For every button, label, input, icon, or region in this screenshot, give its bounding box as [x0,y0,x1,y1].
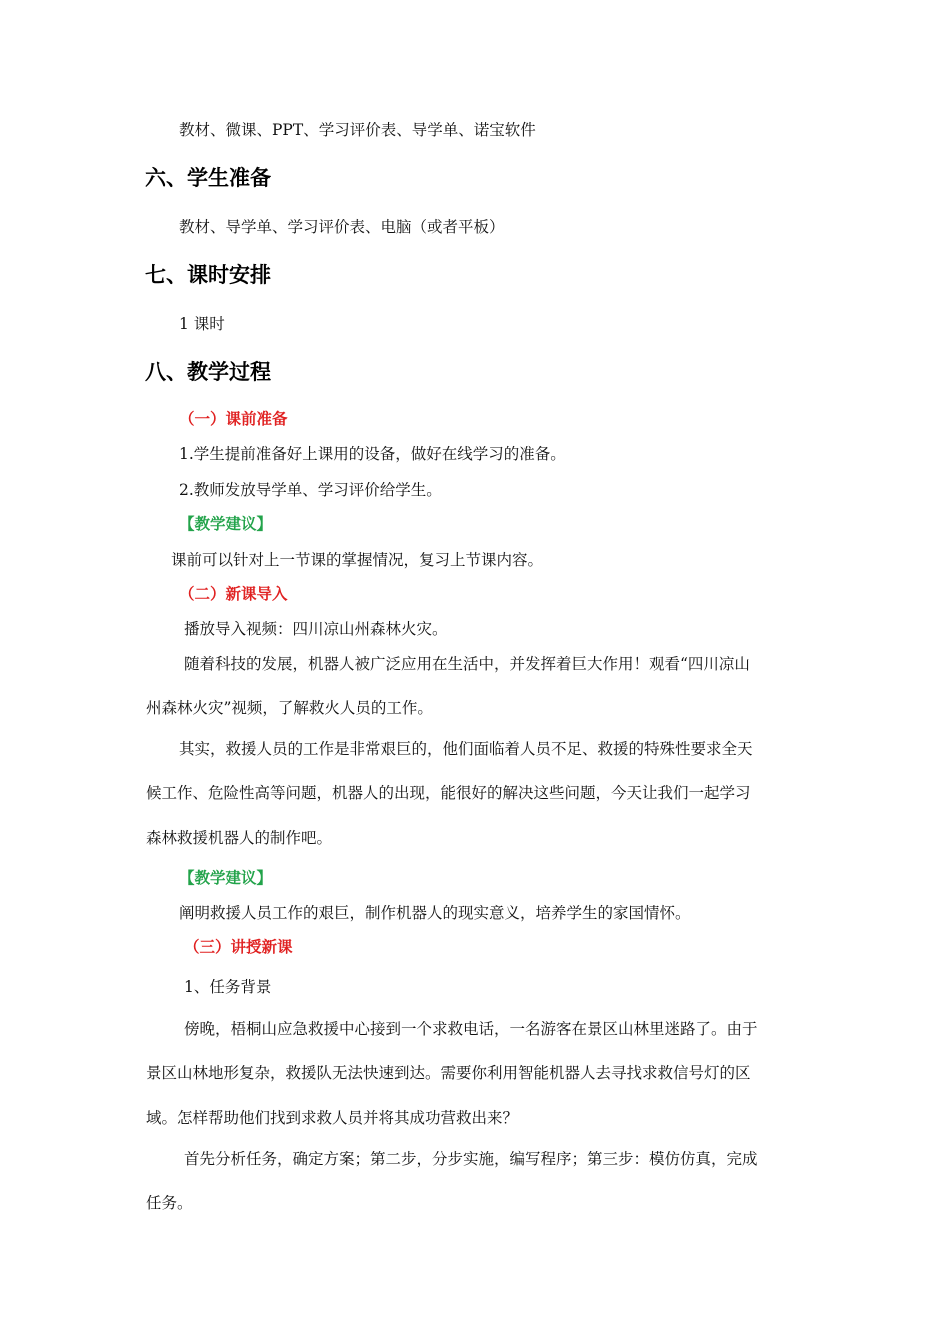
section-heading-eight: 八、教学过程 [145,360,271,384]
intro-paragraph-3-line-1: 其实，救援人员的工作是非常艰巨的，他们面临着人员不足、救援的特殊性要求全天 [179,740,753,758]
subsection-lecture-title: （三）讲授新课 [184,938,293,956]
student-materials-text: 教材、导学单、学习评价表、电脑（或者平板） [179,218,505,236]
lecture-paragraph-2-line-2: 任务。 [146,1194,193,1212]
intro-paragraph-3-line-2: 候工作、危险性高等问题，机器人的出现，能很好的解决这些问题，今天让我们一起学习 [146,784,751,802]
prep-item-2: 2.教师发放导学单、学习评价给学生。 [179,481,442,499]
subsection-prep-title: （一）课前准备 [179,410,288,428]
lecture-paragraph-1-line-3: 域。怎样帮助他们找到求救人员并将其成功营救出来？ [146,1109,519,1127]
lecture-paragraph-1-line-1: 傍晚，梧桐山应急救援中心接到一个求救电话，一名游客在景区山林里迷路了。由于 [184,1020,758,1038]
lesson-count-text: 1 课时 [179,315,225,333]
intro-paragraph-1: 播放导入视频：四川凉山州森林火灾。 [184,620,448,638]
lecture-paragraph-2-line-1: 首先分析任务，确定方案；第二步，分步实施，编写程序；第三步：模仿仿真，完成 [184,1150,758,1168]
section-heading-seven: 七、课时安排 [145,263,271,287]
section-heading-six: 六、学生准备 [145,166,271,190]
prep-item-1: 1.学生提前准备好上课用的设备，做好在线学习的准备。 [179,445,566,463]
subsection-intro-title: （二）新课导入 [179,585,288,603]
lecture-paragraph-1-line-2: 景区山林地形复杂，救援队无法快速到达。需要你利用智能机器人去寻找求救信号灯的区 [146,1064,751,1082]
prep-advice-label: 【教学建议】 [179,515,273,533]
intro-advice-text: 阐明救援人员工作的艰巨，制作机器人的现实意义，培养学生的家国情怀。 [179,904,691,922]
teacher-materials-text: 教材、微课、PPT、学习评价表、导学单、诺宝软件 [179,121,536,139]
lecture-item-1: 1、任务背景 [184,978,272,996]
intro-paragraph-2-line-1: 随着科技的发展，机器人被广泛应用在生活中，并发挥着巨大作用！观看“四川凉山 [184,655,750,673]
intro-paragraph-3-line-3: 森林救援机器人的制作吧。 [146,829,333,847]
prep-advice-text: 课前可以针对上一节课的掌握情况，复习上节课内容。 [171,551,544,569]
intro-advice-label: 【教学建议】 [179,869,273,887]
intro-paragraph-2-line-2: 州森林火灾”视频，了解救火人员的工作。 [146,699,433,717]
